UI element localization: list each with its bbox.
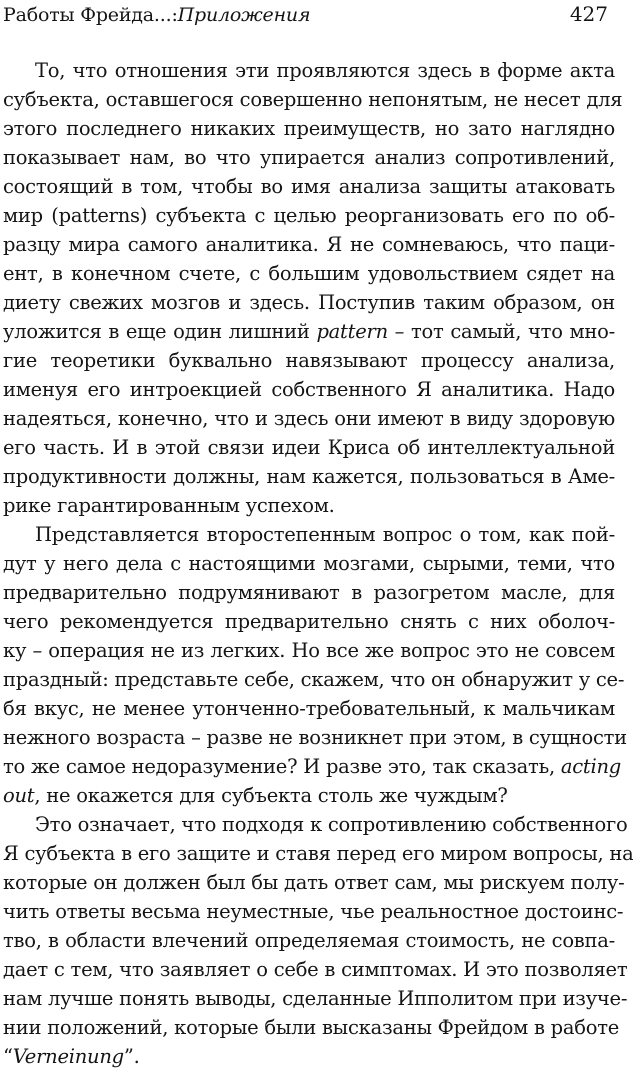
text-line xyxy=(3,317,615,346)
text-line xyxy=(3,1042,615,1071)
text-line xyxy=(3,491,615,520)
text-line xyxy=(3,433,615,462)
text-run: нежного возраста – разве не возникнет при этом, в сущности xyxy=(3,726,627,749)
text-run: нии положений, которые были высказаны Фрейдом в работе xyxy=(3,1016,620,1039)
running-header xyxy=(0,0,620,32)
text-line xyxy=(3,723,627,752)
text-line xyxy=(3,346,615,375)
text-line xyxy=(3,578,615,607)
text-run: надеяться, конечно, что и здесь они имеют в виду здоровую xyxy=(3,407,615,430)
text-line xyxy=(3,288,615,317)
text-line xyxy=(3,172,615,201)
text-line xyxy=(3,955,628,984)
text-run: , не окажется для субъекта столь же чуждым? xyxy=(34,784,508,807)
text-line xyxy=(3,230,615,259)
text-run: – тот самый, что мно- xyxy=(387,320,615,343)
text-run: дут у него дела с настоящими мозгами, сырыми, теми, что xyxy=(3,552,615,575)
text-line xyxy=(3,984,628,1013)
italic-term: acting xyxy=(560,755,622,778)
text-line xyxy=(3,665,625,694)
text-run: дает с тем, что заявляет о себе в симптомах. И это позволяет xyxy=(3,958,628,981)
text-line xyxy=(3,1013,620,1042)
text-run: именуя его интроекцией собственного Я аналитика. Надо xyxy=(3,378,615,401)
text-line xyxy=(3,781,615,810)
running-head-chapter: Приложения xyxy=(177,4,311,26)
running-head-section: Работы Фрейда... xyxy=(3,4,172,26)
text-run: “ xyxy=(3,1045,13,1068)
text-run: тво, в области влечений определяемая стоимость, не совпа- xyxy=(3,929,615,952)
text-run: разцу мира самого аналитика. Я не сомневаюсь, что паци- xyxy=(3,233,615,256)
text-line xyxy=(3,926,615,955)
text-run: предварительно подрумянивают в разогретом масле, для xyxy=(3,581,615,604)
text-run: Это означает, что подходя к сопротивлению собственного xyxy=(35,813,628,836)
text-run: то же самое недоразумение? И разве это, так сказать, xyxy=(3,755,561,778)
text-line xyxy=(3,839,633,868)
text-run: продуктивности должны, нам кажется, пользоваться в Аме- xyxy=(3,465,615,488)
text-run: его часть. И в этой связи идеи Криса об интеллектуальной xyxy=(3,436,615,459)
text-run: чего рекомендуется предварительно снять с них оболоч- xyxy=(3,610,615,633)
paragraph xyxy=(3,810,633,1071)
text-line xyxy=(3,549,615,578)
text-run: Представляется второстепенным вопрос о том, как пой- xyxy=(35,523,615,546)
text-line xyxy=(3,636,615,665)
italic-term: Verneinung xyxy=(12,1045,124,1068)
text-line xyxy=(3,607,615,636)
text-line xyxy=(3,143,615,172)
text-line xyxy=(3,114,615,143)
text-run: гие теоретики буквально навязывают процессу анализа, xyxy=(3,349,615,372)
text-run: ку – операция не из легких. Но все же вопрос это не совсем xyxy=(3,639,615,662)
text-run: которые он должен был бы дать ответ сам, мы рискуем полу- xyxy=(3,871,625,894)
text-run: бя вкус, не менее утонченно-требовательный, к мальчикам xyxy=(3,697,615,720)
text-run: То, что отношения эти проявляются здесь в форме акта xyxy=(35,59,615,82)
text-line xyxy=(3,462,615,491)
text-line xyxy=(3,752,622,781)
running-head-title xyxy=(3,3,310,27)
text-run: диету свежих мозгов и здесь. Поступив таким образом, он xyxy=(3,291,615,314)
text-run: рике гарантированным успехом. xyxy=(3,494,335,517)
text-line xyxy=(3,56,615,85)
text-line xyxy=(3,375,615,404)
paragraph xyxy=(3,56,623,520)
text-run: состоящий в том, чтобы во имя анализа защиты атаковать xyxy=(3,175,615,198)
text-run: нам лучше понять выводы, сделанные Ипполитом при изуче- xyxy=(3,987,628,1010)
text-run: чить ответы весьма неуместные, чье реальностное достоинс- xyxy=(3,900,624,923)
text-run: уложится в еще один лишний xyxy=(3,320,317,343)
page-number: 427 xyxy=(569,2,608,26)
text-line xyxy=(3,520,615,549)
text-run: ент, в конечном счете, с большим удовольствием сядет на xyxy=(3,262,615,285)
text-run: показывает нам, во что упирается анализ сопротивлений, xyxy=(3,146,615,169)
text-run: праздный: представьте себе, скажем, что он обнаружит у се- xyxy=(3,668,625,691)
body-text xyxy=(3,56,633,1071)
text-run: этого последнего никаких преимуществ, но зато наглядно xyxy=(3,117,615,140)
italic-term: pattern xyxy=(316,320,388,343)
text-run: мир (patterns) субъекта с целью реорганизовать его по об- xyxy=(3,204,615,227)
text-run: Я субъекта в его защите и ставя перед его миром вопросы, на xyxy=(3,842,633,865)
text-line xyxy=(3,85,623,114)
text-run: субъекта, оставшегося совершенно непонятым, не несет для xyxy=(3,88,623,111)
text-line xyxy=(3,201,615,230)
italic-term: out xyxy=(3,784,35,807)
text-run: ”. xyxy=(123,1045,140,1068)
paragraph xyxy=(3,520,627,810)
text-line xyxy=(3,897,624,926)
text-line xyxy=(3,868,625,897)
text-line xyxy=(3,404,615,433)
text-line xyxy=(3,694,615,723)
running-head-separator: : xyxy=(171,4,178,26)
text-line xyxy=(3,810,628,839)
text-line xyxy=(3,259,615,288)
